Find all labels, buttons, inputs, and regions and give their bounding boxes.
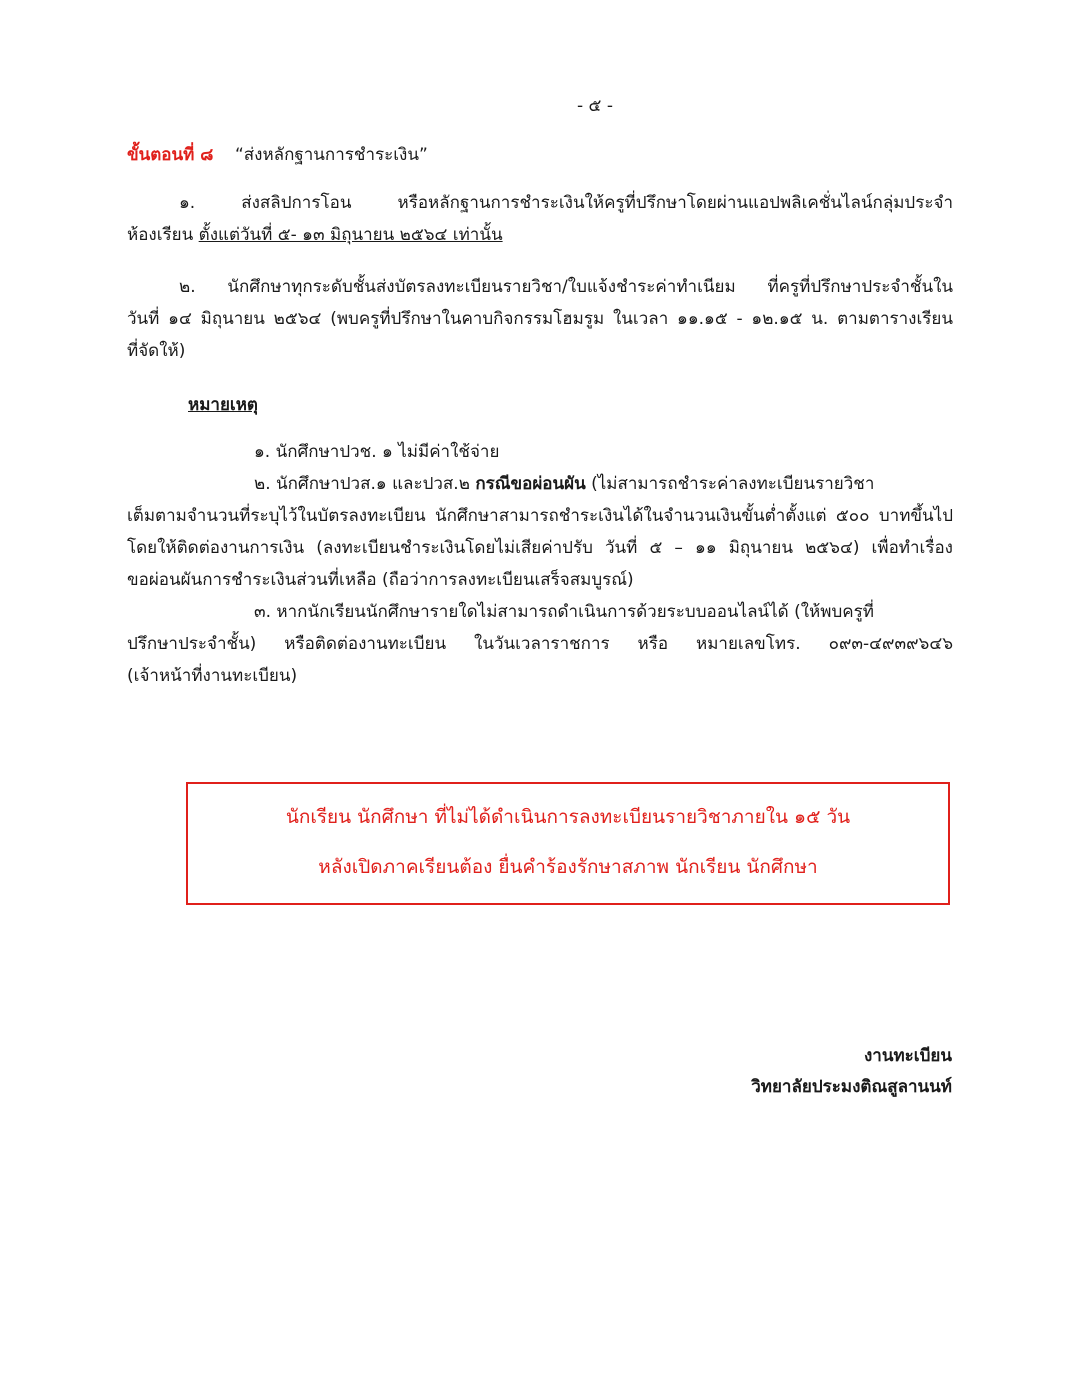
note-3-line-2: ปรึกษาประจำชั้น) หรือติดต่องานทะเบียน ในวันเวลาราชการ หรือ หมายเลขโทร. ๐๙๓-๔๙๓๙๖๔๖	[127, 634, 953, 654]
note-3-line-3: (เจ้าหน้าที่งานทะเบียน)	[127, 666, 298, 686]
note-2-line-4: ขอผ่อนผันการชำระเงินส่วนที่เหลือ (ถือว่าการลงทะเบียนเสร็จสมบูรณ์)	[127, 570, 634, 590]
note-2-suffix: (ไม่สามารถชำระค่าลงทะเบียนรายวิชา	[585, 474, 875, 494]
notes-title: หมายเหตุ	[188, 395, 258, 415]
signature-institution: วิทยาลัยประมงติณสูลานนท์	[751, 1077, 952, 1097]
note-2-line-3: โดยให้ติดต่องานการเงิน (ลงทะเบียนชำระเงินโดยไม่เสียค่าปรับ วันที่ ๕ – ๑๑ มิถุนายน ๒๕๖๔) เพื่อทำเรื่อง	[127, 538, 953, 558]
step-spacer	[219, 145, 230, 165]
item-2	[127, 271, 953, 367]
signature-department: งานทะเบียน	[864, 1046, 952, 1066]
item-1-deadline: ตั้งแต่วันที่ ๕- ๑๓ มิถุนายน ๒๕๖๔ เท่านั้น	[198, 225, 503, 245]
page-number: - ๕ -	[577, 96, 613, 116]
notice-line-1: นักเรียน นักศึกษา ที่ไม่ได้ดำเนินการลงทะเบียนรายวิชาภายใน ๑๕ วัน	[285, 806, 851, 828]
note-2-prefix: ๒. นักศึกษาปวส.๑ และปวส.๒	[254, 474, 476, 494]
item-2-line-1: ๒. นักศึกษาทุกระดับชั้นส่งบัตรลงทะเบียนรายวิชา/ใบแจ้งชำระค่าทำเนียม ที่ครูที่ปรึกษาประจำชั้นใน	[179, 277, 953, 297]
note-3-line-1: ๓. หากนักเรียนนักศึกษารายใดไม่สามารถดำเนินการด้วยระบบออนไลน์ได้ (ให้พบครูที่	[254, 602, 874, 622]
item-1	[127, 187, 953, 251]
note-1: ๑. นักศึกษาปวช. ๑ ไม่มีค่าใช้จ่าย	[254, 442, 500, 462]
item-2-line-3: ที่จัดให้)	[127, 341, 186, 361]
step-title: “ส่งหลักฐานการชำระเงิน”	[234, 145, 428, 165]
item-1-line-2	[127, 219, 953, 251]
item-1-line-2-prefix: ห้องเรียน	[127, 225, 199, 245]
step-label: ขั้นตอนที่ ๘	[127, 145, 214, 165]
step-heading	[127, 143, 428, 167]
note-2-line-2: เต็มตามจำนวนที่ระบุไว้ในบัตรลงทะเบียน นักศึกษาสามารถชำระเงินได้ในจำนวนเงินขั้นต่ำตั้งแต่ ๕๐๐ บาทขึ้นไป	[127, 506, 953, 526]
notes-list	[127, 436, 953, 692]
item-1-line-1: ๑. ส่งสลิปการโอน หรือหลักฐานการชำระเงินให้ครูที่ปรึกษาโดยผ่านแอปพลิเคชั่นไลน์กลุ่มประจำ	[179, 193, 953, 213]
note-2-emphasis: กรณีขอผ่อนผัน	[475, 474, 586, 494]
note-2-line-1	[127, 468, 953, 500]
notice-line-2: หลังเปิดภาคเรียนต้อง ยื่นคำร้องรักษาสภาพ นักเรียน นักศึกษา	[318, 856, 818, 878]
item-2-line-2: วันที่ ๑๔ มิถุนายน ๒๕๖๔ (พบครูที่ปรึกษาในคาบกิจกรรมโฮมรูม ในเวลา ๑๑.๑๕ - ๑๒.๑๕ น. ตามตารางเรียน	[127, 309, 953, 329]
warning-notice-box	[186, 782, 950, 905]
